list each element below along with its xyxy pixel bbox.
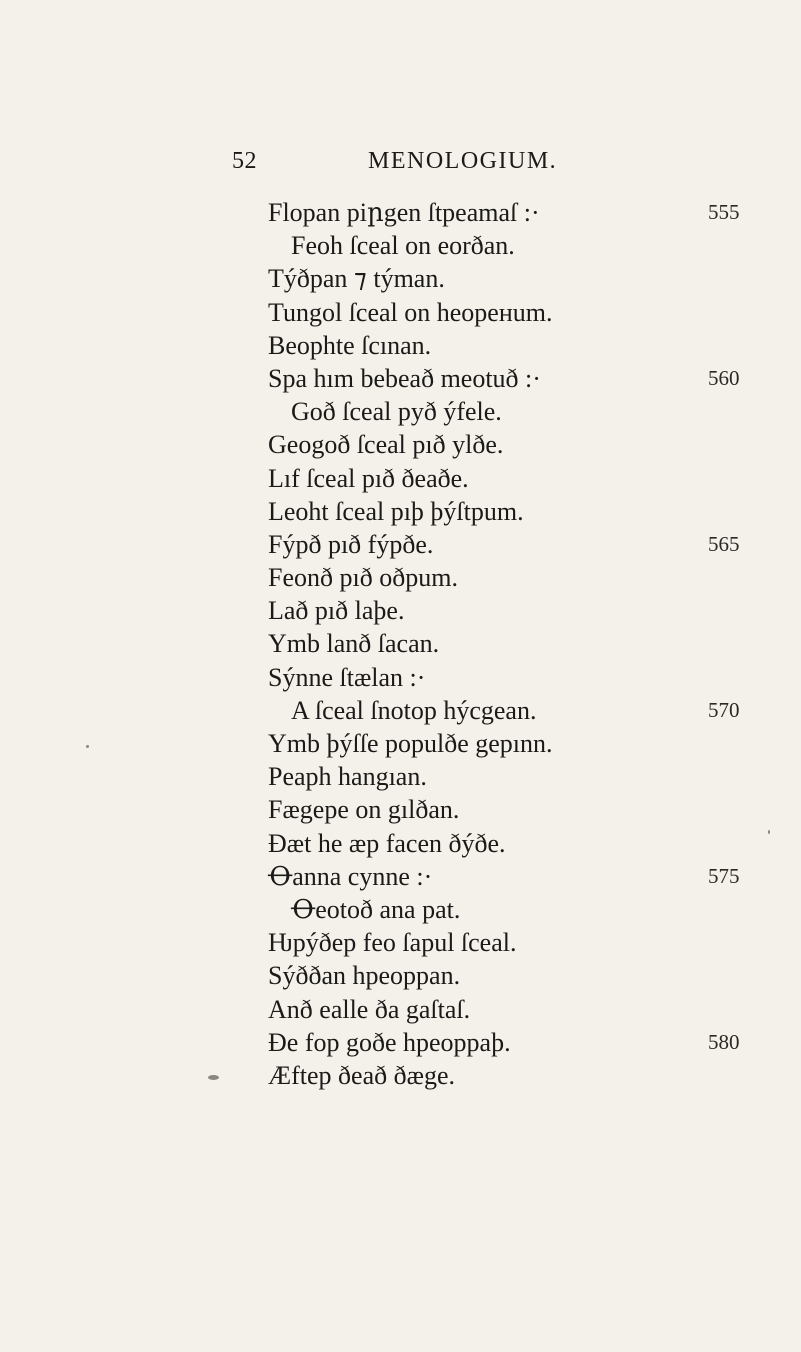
verse-line (0, 395, 801, 428)
verse-text: Fægepe on gılðan. (268, 795, 460, 825)
verse-text: Peaph hangıan. (268, 762, 427, 792)
verse-line (0, 196, 801, 229)
line-number: 580 (708, 1029, 740, 1054)
verse-line (0, 561, 801, 594)
line-number: 555 (708, 200, 740, 224)
verse-line (0, 926, 801, 959)
verse-line (0, 793, 801, 826)
verse-line (0, 495, 801, 528)
running-head (0, 148, 801, 178)
verse-text: Ꝋanna cynne :· (268, 861, 433, 891)
verse-line (0, 462, 801, 495)
line-number: 565 (708, 531, 740, 556)
verse-line (0, 1059, 801, 1092)
verse-text: Geogoð ſceal pıð ylðe. (268, 430, 504, 460)
verse-text: Týðpan ⁊ týman. (268, 264, 445, 294)
verse-text: Tungol ſceal on heoренum. (268, 297, 553, 327)
poem-text (0, 196, 801, 1092)
verse-text: Lað pıð laþe. (268, 596, 405, 626)
verse-line (0, 827, 801, 860)
verse-line (0, 694, 801, 727)
verse-text: Feonð pıð oðpum. (268, 563, 458, 593)
verse-line (0, 627, 801, 660)
verse-text: Flopan piրgen ſtpeamaſ :· (268, 198, 540, 227)
line-number: 575 (708, 863, 740, 888)
verse-text: Ymb lanð ſacan. (268, 629, 440, 659)
paper-speck (86, 745, 89, 748)
verse-text: Lıf ſceal pıð ðeaðe. (268, 463, 469, 493)
paper-speck (768, 830, 770, 834)
verse-line (0, 1026, 801, 1059)
verse-text: Sýnne ſtælan :· (268, 662, 426, 692)
verse-line (0, 528, 801, 561)
verse-line (0, 860, 801, 893)
verse-text: Anð ealle ða gaſtaſ. (268, 994, 471, 1024)
verse-text: Spa hım bebeað meotuð :· (268, 363, 541, 393)
verse-text: Feoh ſceal on eorðan. (291, 231, 515, 261)
verse-line (0, 329, 801, 362)
verse-text: Ðe fop goðe hpeoppaþ. (268, 1027, 511, 1057)
verse-line (0, 993, 801, 1026)
verse-text: Beophte ſcınan. (268, 330, 432, 360)
line-number: 560 (708, 365, 740, 390)
verse-line (0, 760, 801, 793)
verse-line (0, 229, 801, 262)
verse-line (0, 428, 801, 461)
verse-line (0, 661, 801, 694)
verse-text: Leoht ſceal pıþ þýſtpum. (268, 496, 524, 526)
verse-text: Ƕpýðep feo ſapul ſceal. (268, 928, 517, 958)
verse-text: Ꝋeotoð ana pat. (291, 894, 461, 924)
verse-line (0, 296, 801, 329)
verse-text: Fýpð pıð fýpðe. (268, 529, 434, 559)
verse-line (0, 262, 801, 295)
running-title: MENOLOGIUM. (368, 148, 558, 174)
verse-line (0, 594, 801, 627)
verse-line (0, 727, 801, 760)
verse-text: Goð ſceal pyð ýfele. (291, 397, 502, 427)
page-number: 52 (232, 148, 257, 174)
line-number: 570 (708, 697, 740, 722)
paper-speck (208, 1075, 219, 1080)
verse-text: Sýððan hpeoppan. (268, 961, 461, 991)
verse-line (0, 893, 801, 926)
verse-text: Ðæt he æp facen ðýðe. (268, 828, 506, 858)
verse-text: Æftep ðeað ðæge. (268, 1060, 456, 1090)
verse-line (0, 362, 801, 395)
verse-text: A ſceal ſnotop hýcgean. (291, 695, 537, 725)
verse-line (0, 959, 801, 992)
verse-text: Ymb þýſſe populðe gepınn. (268, 729, 553, 758)
